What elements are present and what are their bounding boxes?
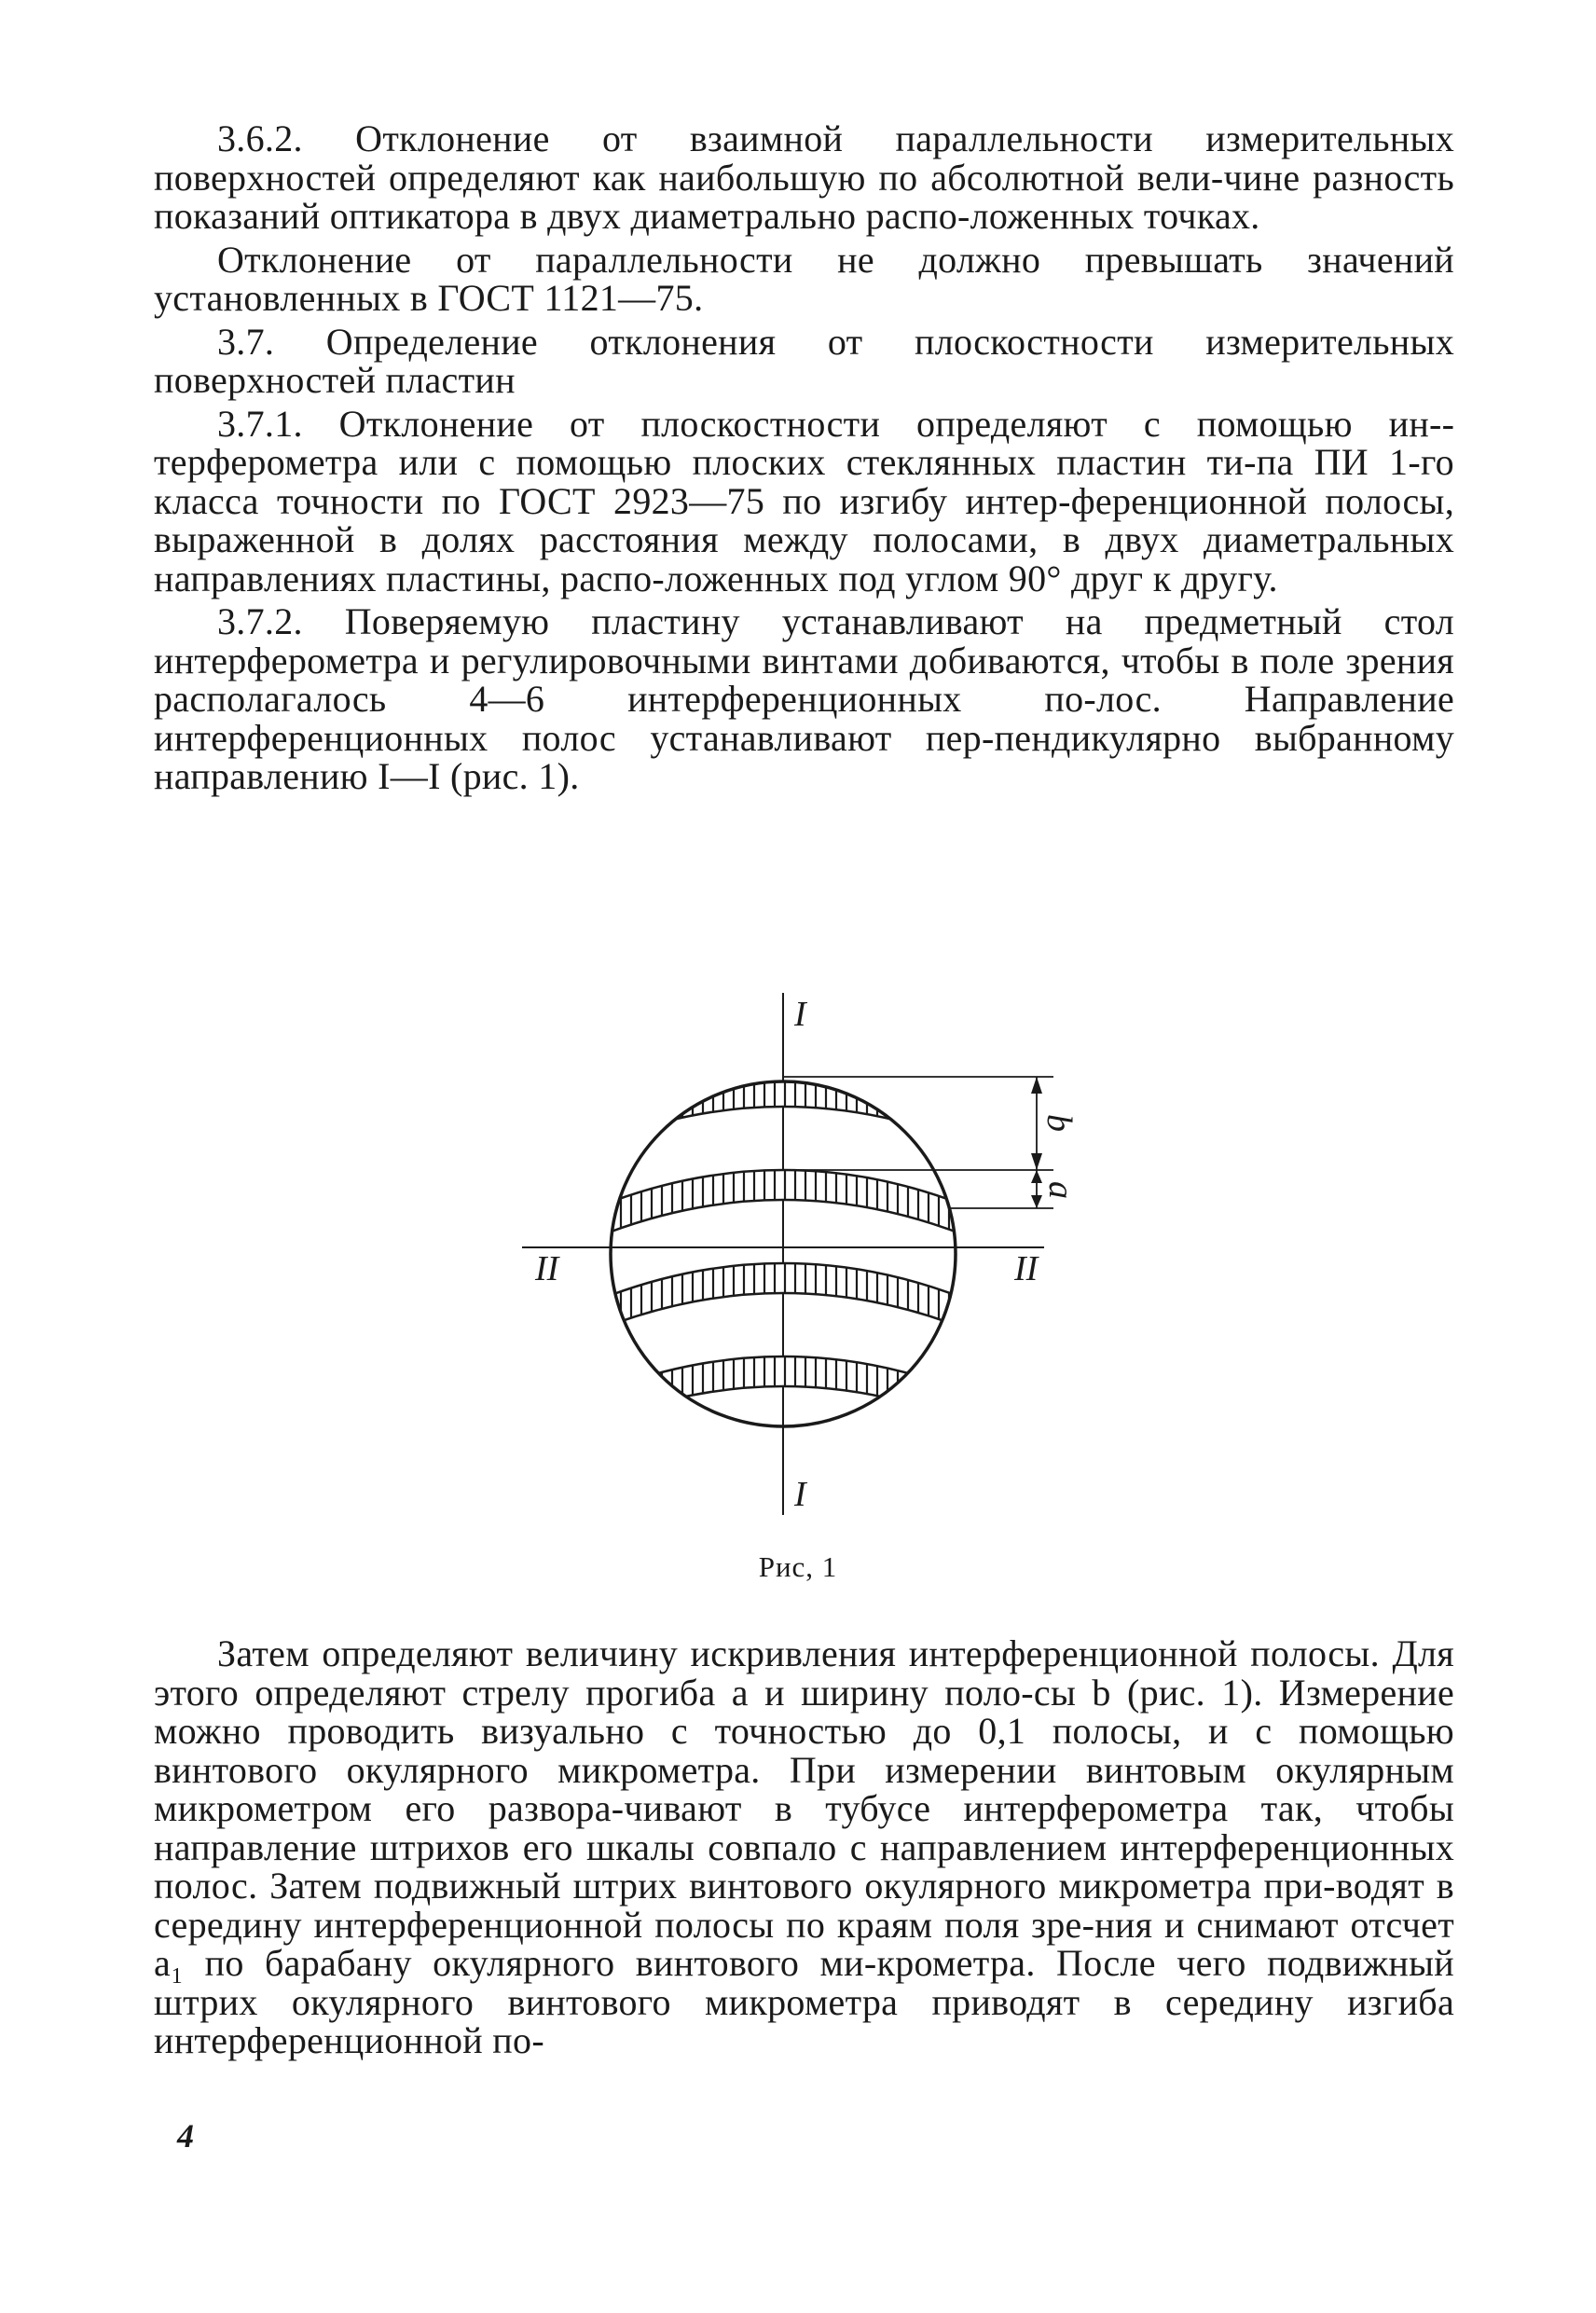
figure-caption: Рис, 1 (758, 1550, 838, 1583)
text-block-bottom (154, 1634, 1454, 2065)
arrow-a-bottom (1031, 1195, 1042, 1208)
paragraph-measurement: Затем определяют величину искривления интерференционной полосы. Для этого определяют стрелу прогиба a и ширину поло-сы b (рис. 1). Измерение можно проводить визуально с точностью до 0,1 полосы, и с помощью винтового окулярного микрометра. При измерении винтовым окулярным микрометром его развора-чивают в тубусе интерферометра так, чтобы направление штрихов его шкалы совпало с направлением интерференционных полос. Затем подвижный штрих винтового окулярного микрометра при-водят в середину интерференционной полосы по краям поля зре-ния и снимают отсчет a₁ по барабану окулярного винтового ми-крометра. После чего подвижный штрих окулярного винтового микрометра приводят в середину изгиба интерференционной по- (154, 1632, 1454, 2061)
label-axis-I-bottom: I (794, 1475, 806, 1514)
label-axis-I-top: I (794, 995, 806, 1034)
page-number: 4 (177, 2117, 194, 2155)
paragraph-3-7-1: 3.7.1. Отклонение от плоскостности определяют с помощью ин-терферометра или с помощью плоских стеклянных пластин ти-па ПИ 1-го класса точности по ГОСТ 2923—75 по изгибу интер-ференционной полосы, выраженной в долях расстояния между полосами, в двух диаметральных направлениях пластины, распо-ложенных под углом 90° друг к другу. (154, 402, 1454, 599)
label-b: b (1039, 1114, 1079, 1132)
text-block-top (154, 119, 1454, 801)
arrow-b-top (1031, 1077, 1042, 1094)
label-axis-II-left: II (535, 1249, 559, 1288)
paragraph-parallelism-limit: Отклонение от параллельности не должно превышать значений установленных в ГОСТ 1121—75. (154, 238, 1454, 319)
figure-interference-fringes (503, 984, 1081, 1524)
label-a: a (1041, 1181, 1080, 1199)
arrow-a-top (1031, 1170, 1042, 1183)
label-axis-II-right: II (1014, 1249, 1039, 1288)
paragraph-3-7-2: 3.7.2. Поверяемую пластину устанавливают на предметный стол интерферометра и регулировочными винтами добиваются, чтобы в поле зрения располагалось 4—6 интерференционных по-лос. Направление интерференционных полос устанавливают пер-пендикулярно выбранному направлению I—I (рис. 1). (154, 600, 1454, 797)
paragraph-3-6-2: 3.6.2. Отклонение от взаимной параллельности измерительных поверхностей определяют как наибольшую по абсолютной вели-чине разность показаний оптикатора в двух диаметрально распо-ложенных точках. (154, 117, 1454, 237)
paragraph-3-7-heading: 3.7. Определение отклонения от плоскостности измерительных поверхностей пластин (154, 320, 1454, 401)
arrow-b-bottom (1031, 1153, 1042, 1170)
